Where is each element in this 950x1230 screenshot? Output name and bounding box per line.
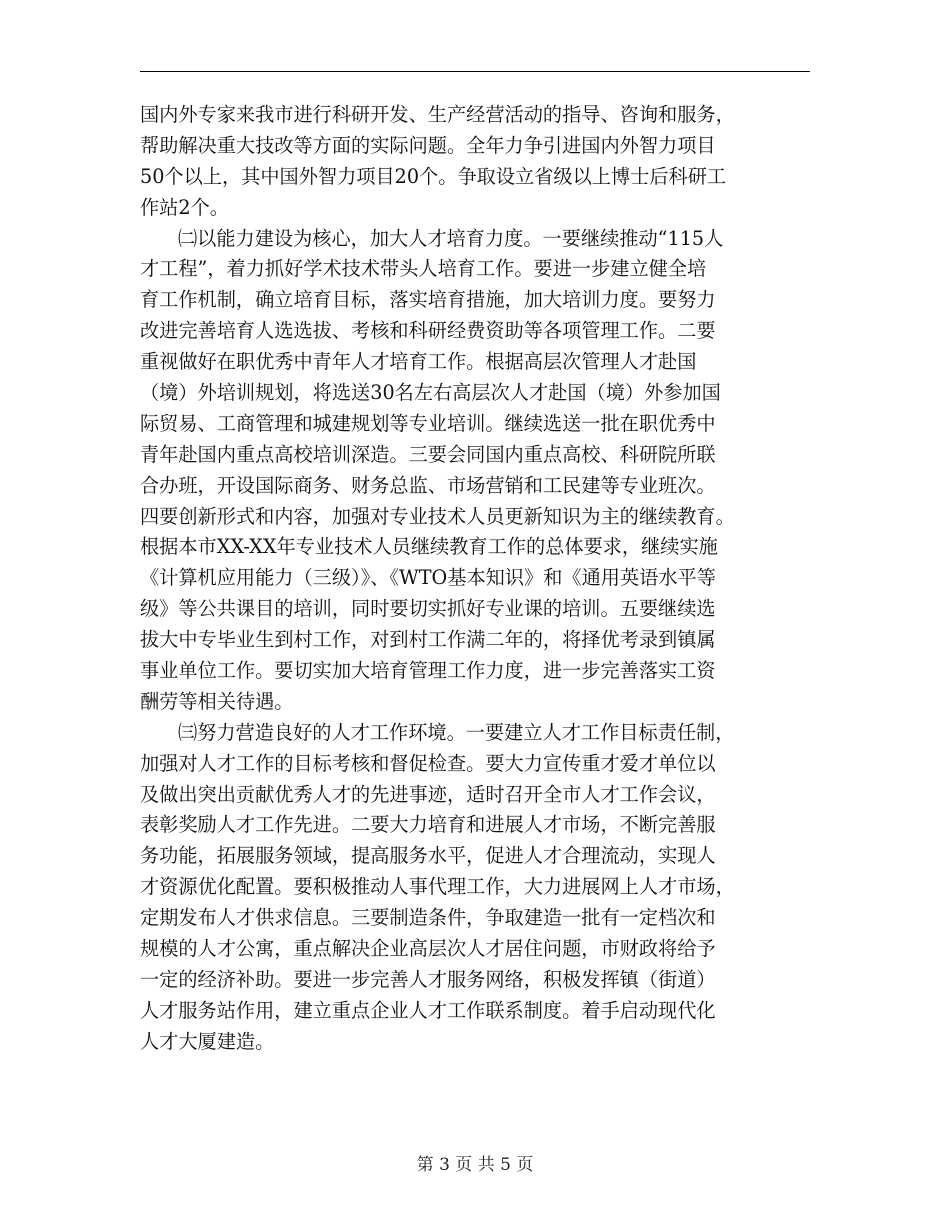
text-line: 务功能，拓展服务领域，提高服务水平，促进人才合理流动，实现人 (140, 844, 716, 868)
text-line: （境）外培训规划，将选送30名左右高层次人才赴国（境）外参加国 (140, 381, 721, 405)
text-line: 帮助解决重大技改等方面的实际问题。全年力争引进国内外智力项目 (140, 133, 716, 157)
page-footer: 第 3 页 共 5 页 (416, 1155, 534, 1175)
text-line: 育工作机制，确立培育目标，落实培育措施，加大培训力度。要努力 (140, 288, 716, 312)
text-line: ㈡以能力建设为核心，加大人才培育力度。一要继续推动“115人 (178, 226, 724, 250)
text-line: 规模的人才公寓，重点解决企业高层次人才居住问题，市财政将给予 (140, 937, 716, 961)
text-line: 一定的经济补助。要进一步完善人才服务网络，积极发挥镇（街道） (140, 967, 716, 991)
text-line: 加强对人才工作的目标考核和督促检查。要大力宣传重才爱才单位以 (140, 751, 716, 775)
text-line: 及做出突出贡献优秀人才的先进事迹，适时召开全市人才工作会议， (140, 782, 716, 806)
text-line: 级》等公共课目的培训，同时要切实抓好专业课的培训。五要继续选 (140, 597, 716, 621)
text-line: 四要创新形式和内容，加强对专业技术人员更新知识为主的继续教育。 (140, 504, 735, 528)
text-line: 国内外专家来我市进行科研开发、生产经营活动的指导、咨询和服务， (140, 103, 735, 126)
text-line: 作站2个。 (140, 195, 229, 219)
text-line: ㈢努力营造良好的人才工作环境。一要建立人才工作目标责任制， (178, 720, 735, 744)
text-line: 人才大厦建造。 (140, 1029, 275, 1053)
text-line: 《计算机应用能力（三级）》、《WTO基本知识》和《通用英语水平等 (140, 566, 716, 590)
header-rule (140, 71, 810, 72)
text-line: 重视做好在职优秀中青年人才培育工作。根据高层次管理人才赴国 (140, 350, 697, 374)
text-line: 青年赴国内重点高校培训深造。三要会同国内重点高校、科研院所联 (140, 442, 716, 466)
text-line: 人才服务站作用，建立重点企业人才工作联系制度。着手启动现代化 (140, 998, 716, 1022)
text-line: 才工程”，着力抓好学术技术带头人培育工作。要进一步建立健全培 (140, 257, 707, 281)
text-line: 定期发布人才供求信息。三要制造条件，争取建造一批有一定档次和 (140, 906, 716, 930)
text-line: 事业单位工作。要切实加大培育管理工作力度，进一步完善落实工资 (140, 659, 716, 683)
text-line: 际贸易、工商管理和城建规划等专业培训。继续选送一批在职优秀中 (140, 411, 716, 435)
text-line: 拔大中专毕业生到村工作，对到村工作满二年的，将择优考录到镇属 (140, 628, 716, 652)
text-line: 表彰奖励人才工作先进。二要大力培育和进展人才市场，不断完善服 (140, 813, 716, 837)
text-line: 酬劳等相关待遇。 (140, 689, 294, 713)
text-line: 50个以上，其中国外智力项目20个。争取设立省级以上博士后科研工 (140, 164, 727, 188)
text-line: 根据本市XX-XX年专业技术人员继续教育工作的总体要求，继续实施 (140, 535, 718, 559)
text-line: 改进完善培育人选选拔、考核和科研经费资助等各项管理工作。二要 (140, 319, 716, 343)
text-line: 合办班，开设国际商务、财务总监、市场营销和工民建等专业班次。 (140, 473, 716, 497)
document-body (140, 100, 812, 1058)
text-line: 才资源优化配置。要积极推动人事代理工作，大力进展网上人才市场， (140, 875, 735, 899)
